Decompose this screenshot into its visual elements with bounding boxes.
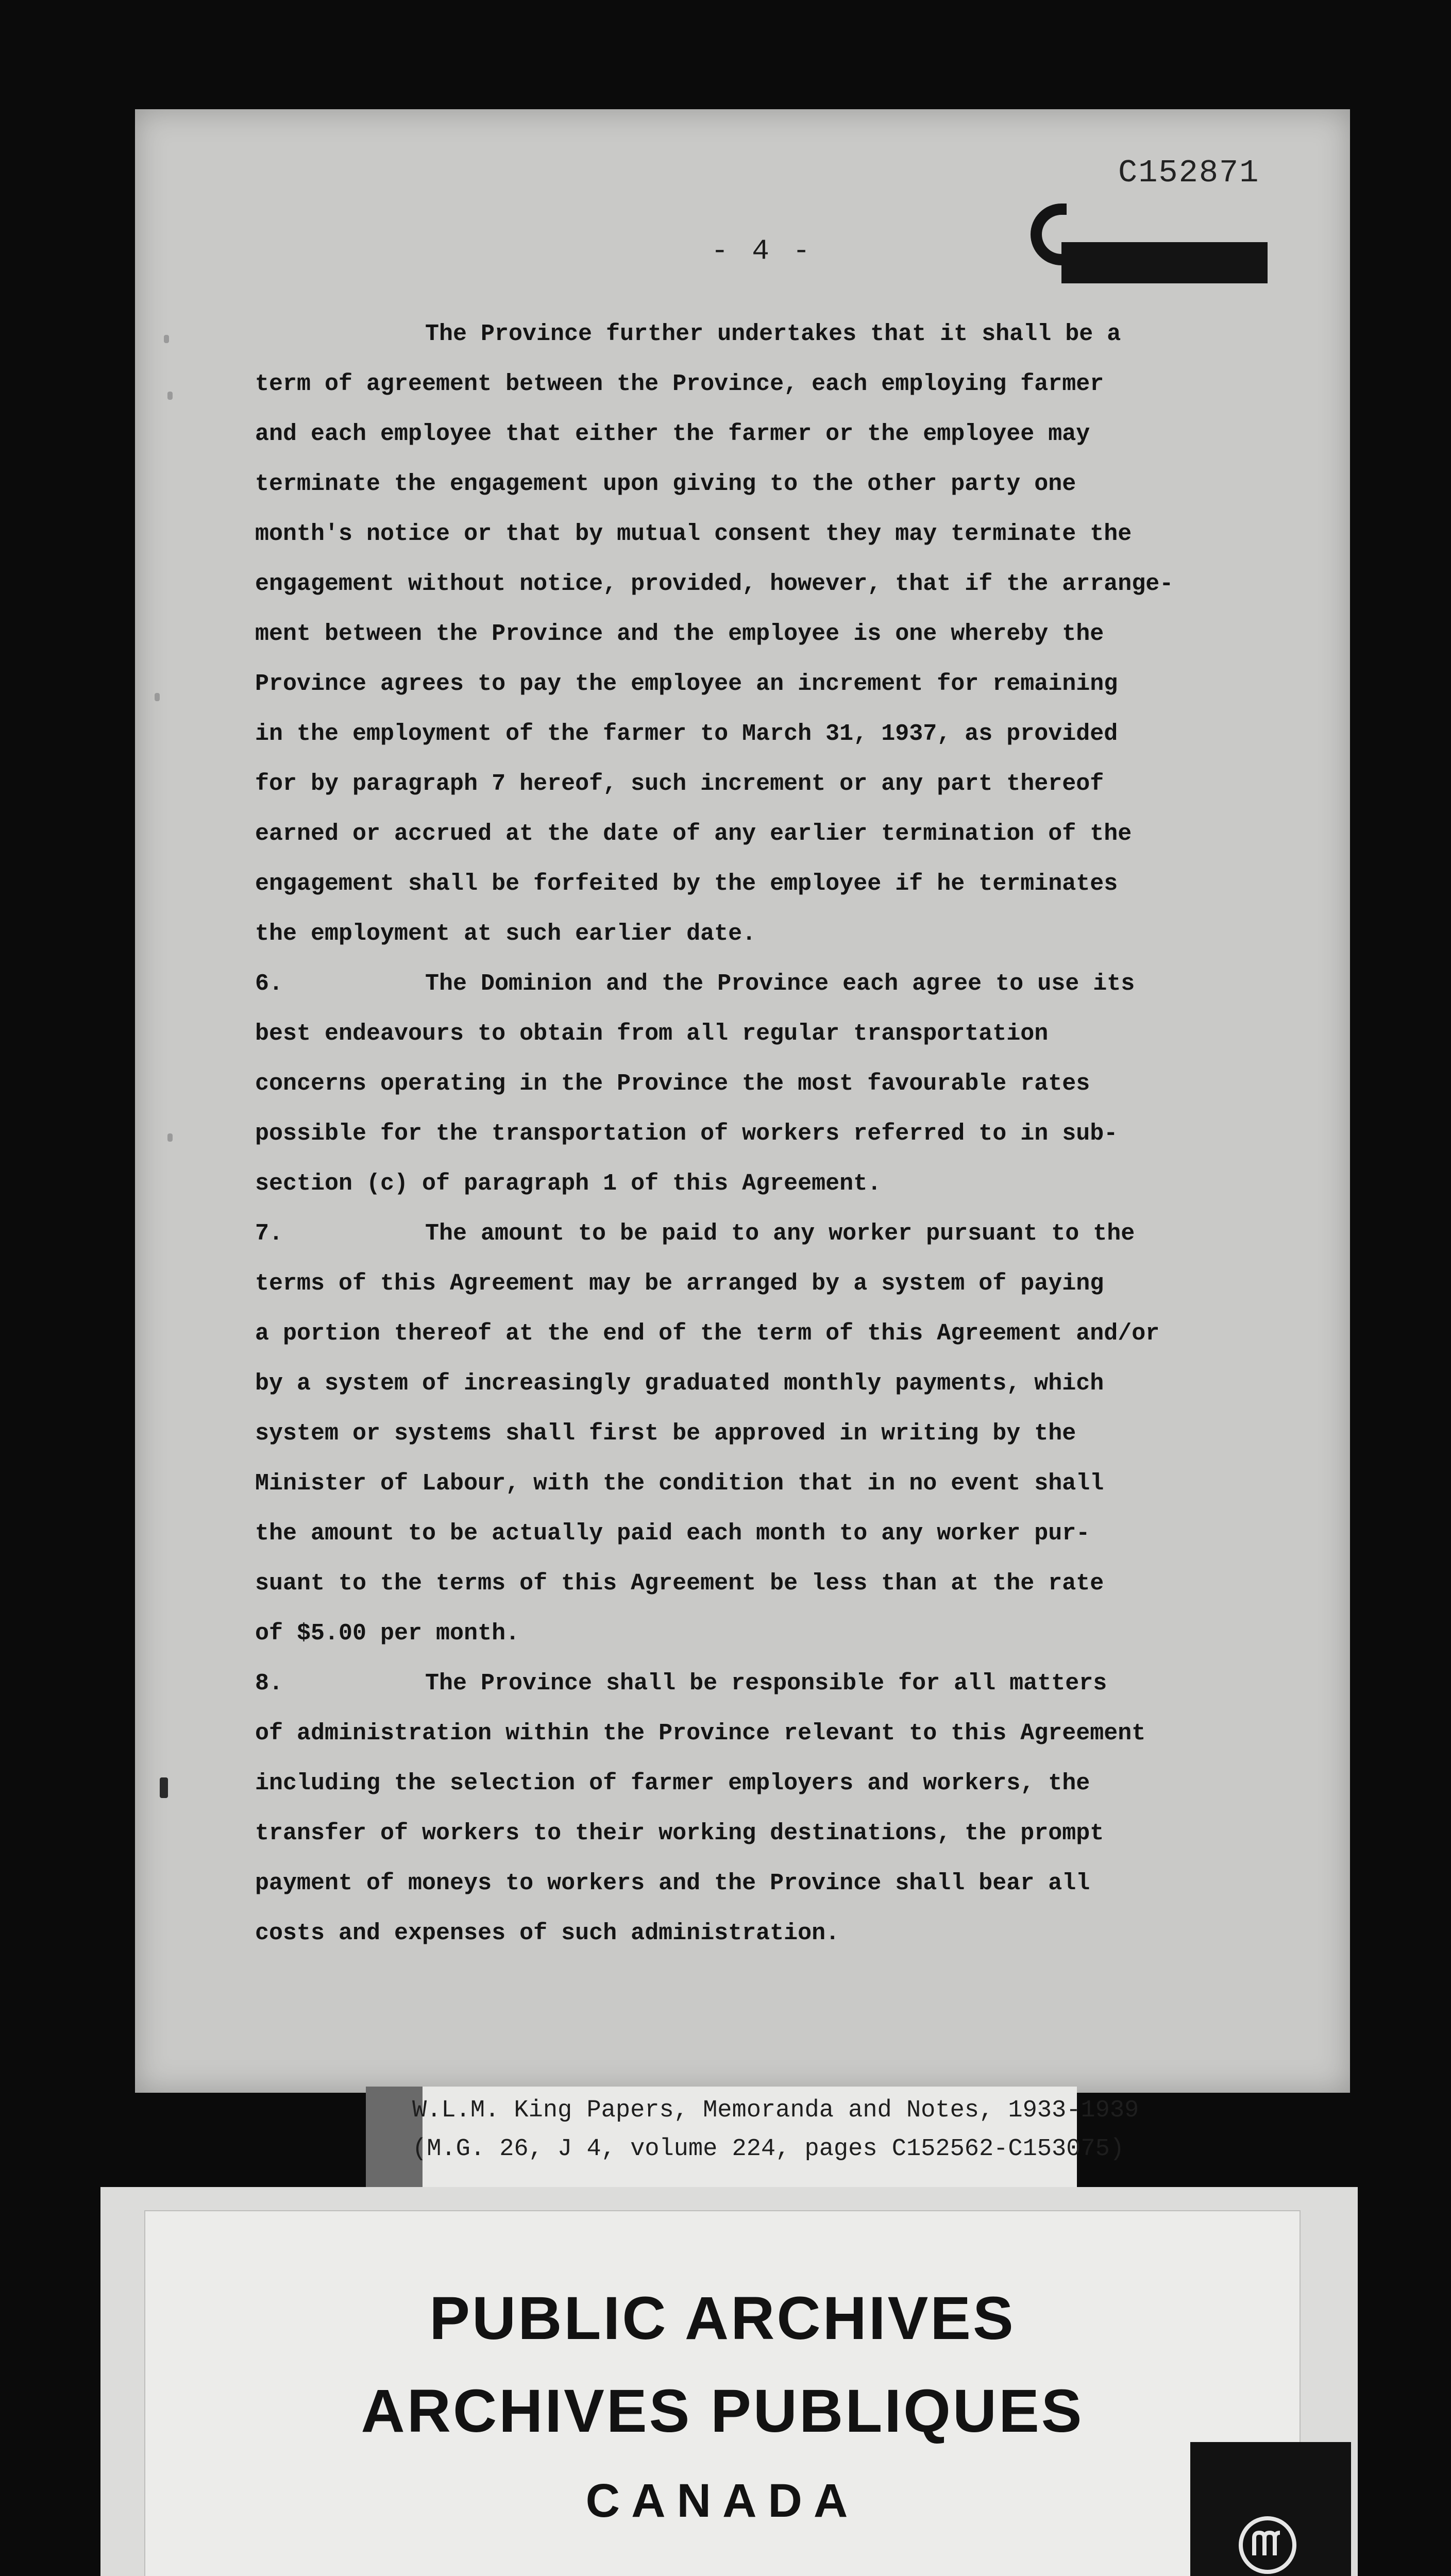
body-line: system or systems shall first be approved in writing by the (255, 1420, 1076, 1447)
body-line: the amount to be actually paid each month to any worker pur- (255, 1520, 1090, 1547)
redaction-bar (1061, 242, 1268, 283)
body-line: costs and expenses of such administration. (255, 1920, 840, 1946)
archives-logo-icon (1237, 2514, 1298, 2576)
body-line: The Province further undertakes that it shall be a (425, 321, 1121, 347)
paragraph-text: The Province shall be responsible for all matters (425, 1670, 1107, 1697)
paragraph-text: The amount to be paid to any worker pursuant to the (425, 1221, 1135, 1247)
body-line: section (c) of paragraph 1 of this Agreement. (255, 1171, 882, 1197)
body-line: engagement without notice, provided, however, that if the arrange- (255, 571, 1174, 597)
paragraph-number: 7. (255, 1221, 283, 1247)
body-line: a portion thereof at the end of the term of this Agreement and/or (255, 1320, 1160, 1347)
body-line: concerns operating in the Province the most favourable rates (255, 1071, 1090, 1097)
body-line: transfer of workers to their working destinations, the prompt (255, 1820, 1104, 1846)
body-line: earned or accrued at the date of any earlier termination of the (255, 821, 1132, 847)
archives-country: CANADA (585, 2475, 859, 2527)
body-line: by a system of increasingly graduated monthly payments, which (255, 1370, 1104, 1397)
body-line: suant to the terms of this Agreement be less than at the rate (255, 1570, 1104, 1597)
body-line: the employment at such earlier date. (255, 921, 756, 947)
body-line: Minister of Labour, with the condition that in no event shall (255, 1470, 1104, 1497)
body-line: payment of moneys to workers and the Province shall bear all (255, 1870, 1090, 1896)
body-line: terms of this Agreement may be arranged by a system of paying (255, 1270, 1104, 1297)
reference-strip (366, 2087, 1139, 2195)
body-line: and each employee that either the farmer or the employee may (255, 421, 1090, 447)
paragraph-number: 8. (255, 1670, 283, 1697)
reference-line-1: W.L.M. King Papers, Memoranda and Notes, 1933-1939 (412, 2097, 1139, 2124)
archives-title-en: PUBLIC ARCHIVES (429, 2284, 1016, 2352)
body-line: engagement shall be forfeited by the employee if he terminates (255, 871, 1118, 897)
archives-title-fr: ARCHIVES PUBLIQUES (361, 2377, 1084, 2445)
body-line: month's notice or that by mutual consent they may terminate the (255, 521, 1132, 547)
body-line: best endeavours to obtain from all regular transportation (255, 1021, 1049, 1047)
body-line: of administration within the Province relevant to this Agreement (255, 1720, 1146, 1747)
body-line: in the employment of the farmer to March 31, 1937, as provided (255, 721, 1118, 747)
archives-label (144, 2210, 1301, 2576)
body-line (255, 959, 1275, 1009)
paragraph-number: 6. (255, 971, 283, 997)
body-line: possible for the transportation of workers referred to in sub- (255, 1121, 1118, 1147)
body-line (255, 1209, 1275, 1259)
body-line: of $5.00 per month. (255, 1620, 520, 1647)
reference-number: C152871 (1118, 155, 1260, 191)
page-number: - 4 - (711, 234, 814, 267)
body-line: ment between the Province and the employee is one whereby the (255, 621, 1104, 647)
reference-line-2: (M.G. 26, J 4, volume 224, pages C152562-C153075) (412, 2136, 1125, 2163)
margin-speck (167, 392, 173, 400)
margin-speck (160, 1777, 168, 1798)
margin-speck (164, 335, 169, 343)
body-line: term of agreement between the Province, each employing farmer (255, 371, 1104, 397)
margin-speck (155, 693, 160, 701)
body-line: Province agrees to pay the employee an increment for remaining (255, 671, 1118, 697)
body-line: terminate the engagement upon giving to the other party one (255, 471, 1076, 497)
body-line (255, 1658, 1275, 1708)
document-body (255, 309, 1275, 1958)
margin-speck (167, 1133, 173, 1142)
body-line: including the selection of farmer employers and workers, the (255, 1770, 1090, 1797)
body-line: for by paragraph 7 hereof, such increment or any part thereof (255, 771, 1104, 797)
paragraph-text: The Dominion and the Province each agree to use its (425, 971, 1135, 997)
